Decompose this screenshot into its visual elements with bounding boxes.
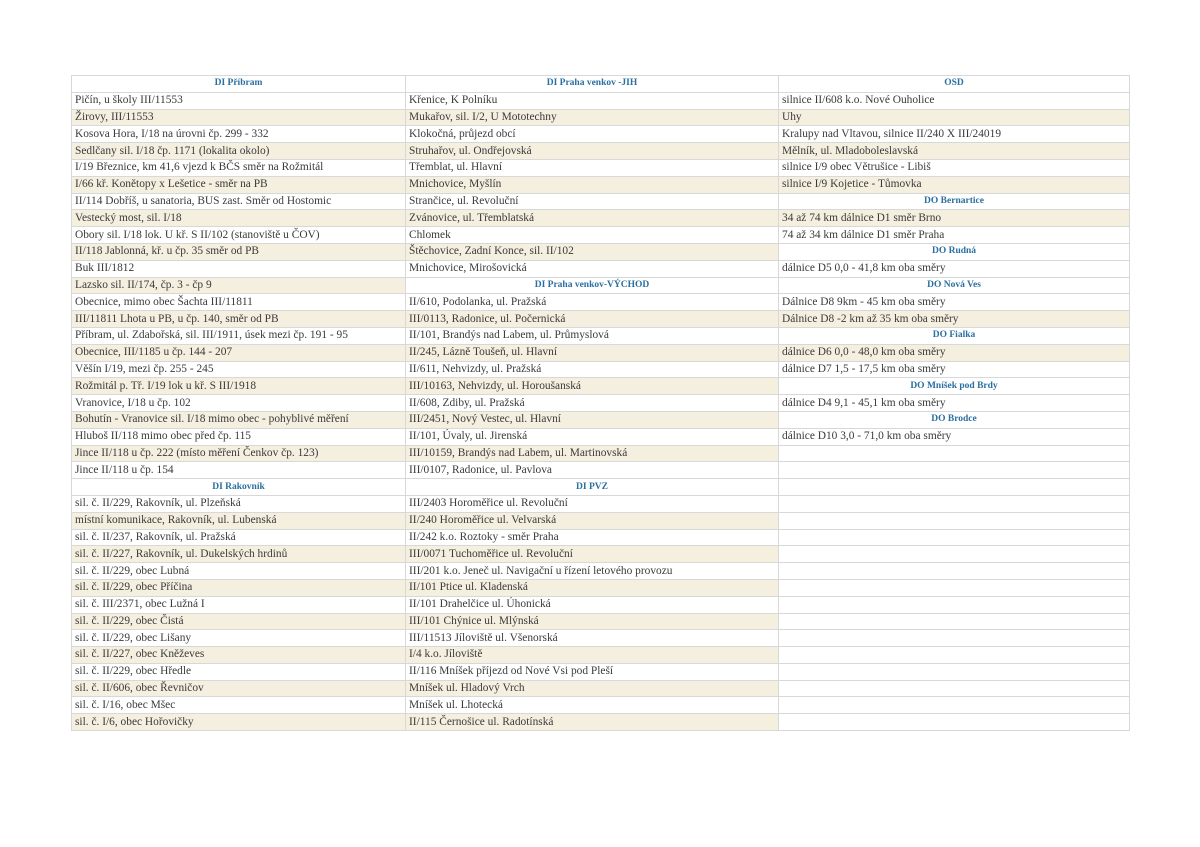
- table-cell: dálnice D6 0,0 - 48,0 km oba směry: [779, 344, 1130, 361]
- table-cell: sil. č. II/229, obec Čistá: [72, 613, 406, 630]
- section-header: OSD: [779, 76, 1130, 93]
- table-cell: sil. č. II/229, obec Hředle: [72, 663, 406, 680]
- table-cell: dálnice D10 3,0 - 71,0 km oba směry: [779, 428, 1130, 445]
- table-cell: III/11513 Jíloviště ul. Všenorská: [406, 630, 779, 647]
- table-cell: II/240 Horoměřice ul. Velvarská: [406, 512, 779, 529]
- table-row: [72, 596, 1130, 613]
- table-cell: III/0071 Tuchoměřice ul. Revoluční: [406, 546, 779, 563]
- table-cell: [779, 596, 1130, 613]
- table-row: [72, 462, 1130, 479]
- table-row: [72, 411, 1130, 428]
- table-row: [72, 663, 1130, 680]
- section-header: DO Bernartice: [779, 193, 1130, 210]
- table-cell: Jince II/118 u čp. 222 (místo měření Čenkov čp. 123): [72, 445, 406, 462]
- table-cell: [779, 647, 1130, 664]
- table-cell: sil. č. II/229, obec Příčina: [72, 579, 406, 596]
- table-cell: II/245, Lázně Toušeň, ul. Hlavní: [406, 344, 779, 361]
- table-cell: Mnichovice, Mirošovická: [406, 260, 779, 277]
- table-cell: III/10159, Brandýs nad Labem, ul. Martinovská: [406, 445, 779, 462]
- table-row: [72, 311, 1130, 328]
- table-cell: Strančice, ul. Revoluční: [406, 193, 779, 210]
- table-cell: Obory sil. I/18 lok. U kř. S II/102 (stanoviště u ČOV): [72, 227, 406, 244]
- table-cell: II/610, Podolanka, ul. Pražská: [406, 294, 779, 311]
- table-row: [72, 176, 1130, 193]
- table-row: [72, 159, 1130, 176]
- table-row: [72, 495, 1130, 512]
- table-cell: III/10163, Nehvizdy, ul. Horoušanská: [406, 378, 779, 395]
- table-cell: Obecnice, mimo obec Šachta III/11811: [72, 294, 406, 311]
- table-row: [72, 445, 1130, 462]
- table-cell: dálnice D5 0,0 - 41,8 km oba směry: [779, 260, 1130, 277]
- table-cell: Mníšek ul. Hladový Vrch: [406, 680, 779, 697]
- table-cell: [779, 479, 1130, 496]
- table-cell: III/11811 Lhota u PB, u čp. 140, směr od PB: [72, 311, 406, 328]
- table-cell: [779, 529, 1130, 546]
- table-row: [72, 143, 1130, 160]
- table-cell: sil. č. II/227, Rakovník, ul. Dukelských hrdinů: [72, 546, 406, 563]
- table-cell: sil. č. II/606, obec Řevničov: [72, 680, 406, 697]
- table-cell: Kosova Hora, I/18 na úrovni čp. 299 - 332: [72, 126, 406, 143]
- table-cell: sil. č. I/16, obec Mšec: [72, 697, 406, 714]
- table-cell: II/101, Brandýs nad Labem, ul. Průmyslová: [406, 327, 779, 344]
- table-row: [72, 563, 1130, 580]
- table-cell: [779, 680, 1130, 697]
- table-cell: Vestecký most, sil. I/18: [72, 210, 406, 227]
- table-row: [72, 210, 1130, 227]
- table-row: [72, 260, 1130, 277]
- table-cell: [779, 579, 1130, 596]
- table-cell: sil. č. II/227, obec Kněževes: [72, 647, 406, 664]
- table-cell: Hluboš II/118 mimo obec před čp. 115: [72, 428, 406, 445]
- table-row: [72, 227, 1130, 244]
- table-cell: III/201 k.o. Jeneč ul. Navigační u řízení letového provozu: [406, 563, 779, 580]
- table-cell: Rožmitál p. Tř. I/19 lok u kř. S III/1918: [72, 378, 406, 395]
- section-header: DI PVZ: [406, 479, 779, 496]
- measurement-locations-table: [71, 75, 1130, 731]
- table-cell: II/114 Dobříš, u sanatoria, BUS zast. Směr od Hostomic: [72, 193, 406, 210]
- table-cell: Bohutín - Vranovice sil. I/18 mimo obec - pohyblivé měření: [72, 411, 406, 428]
- table-cell: 74 až 34 km dálnice D1 směr Praha: [779, 227, 1130, 244]
- table-row: [72, 579, 1130, 596]
- table-cell: Lazsko sil. II/174, čp. 3 - čp 9: [72, 277, 406, 294]
- table-cell: II/101 Ptice ul. Kladenská: [406, 579, 779, 596]
- table-cell: sil. č. II/229, Rakovník, ul. Plzeňská: [72, 495, 406, 512]
- table-row: [72, 479, 1130, 496]
- table-cell: Uhy: [779, 109, 1130, 126]
- table-row: [72, 546, 1130, 563]
- table-cell: [779, 630, 1130, 647]
- table-row: [72, 529, 1130, 546]
- table-cell: [779, 546, 1130, 563]
- table-row: [72, 243, 1130, 260]
- table-row: [72, 697, 1130, 714]
- table-cell: Mnichovice, Myšlín: [406, 176, 779, 193]
- table-cell: [779, 445, 1130, 462]
- table-cell: II/118 Jablonná, kř. u čp. 35 směr od PB: [72, 243, 406, 260]
- section-header: DO Fialka: [779, 327, 1130, 344]
- table-cell: Obecnice, III/1185 u čp. 144 - 207: [72, 344, 406, 361]
- table-cell: Klokočná, průjezd obcí: [406, 126, 779, 143]
- table-cell: Třemblat, ul. Hlavní: [406, 159, 779, 176]
- table-cell: III/0113, Radonice, ul. Počernická: [406, 311, 779, 328]
- section-header: DI Praha venkov-VÝCHOD: [406, 277, 779, 294]
- table-cell: I/4 k.o. Jíloviště: [406, 647, 779, 664]
- table-row: [72, 294, 1130, 311]
- table-cell: sil. č. II/237, Rakovník, ul. Pražská: [72, 529, 406, 546]
- table-cell: místní komunikace, Rakovník, ul. Lubenská: [72, 512, 406, 529]
- table-row: [72, 630, 1130, 647]
- table-cell: Chlomek: [406, 227, 779, 244]
- table-cell: dálnice D7 1,5 - 17,5 km oba směry: [779, 361, 1130, 378]
- table-cell: Příbram, ul. Zdabořská, sil. III/1911, úsek mezi čp. 191 - 95: [72, 327, 406, 344]
- table-cell: I/19 Březnice, km 41,6 vjezd k BČS směr na Rožmitál: [72, 159, 406, 176]
- table-cell: I/66 kř. Konětopy x Lešetice - směr na PB: [72, 176, 406, 193]
- table-cell: Pičín, u školy III/11553: [72, 92, 406, 109]
- table-row: [72, 92, 1130, 109]
- table-cell: Struhařov, ul. Ondřejovská: [406, 143, 779, 160]
- table-cell: III/2451, Nový Vestec, ul. Hlavní: [406, 411, 779, 428]
- table-cell: Křenice, K Polníku: [406, 92, 779, 109]
- table-cell: III/2403 Horoměřice ul. Revoluční: [406, 495, 779, 512]
- table-row: [72, 680, 1130, 697]
- table-cell: [779, 563, 1130, 580]
- table-body: [72, 76, 1130, 731]
- table-row: [72, 613, 1130, 630]
- table-cell: sil. č. III/2371, obec Lužná I: [72, 596, 406, 613]
- table-cell: Vranovice, I/18 u čp. 102: [72, 395, 406, 412]
- table-row: [72, 126, 1130, 143]
- section-header: DI Příbram: [72, 76, 406, 93]
- table-cell: [779, 462, 1130, 479]
- table-cell: Zvánovice, ul. Třemblatská: [406, 210, 779, 227]
- section-header: DI Praha venkov -JIH: [406, 76, 779, 93]
- table-cell: [779, 495, 1130, 512]
- table-row: [72, 428, 1130, 445]
- table-cell: Mělník, ul. Mladoboleslavská: [779, 143, 1130, 160]
- table-row: [72, 193, 1130, 210]
- table-cell: II/101, Úvaly, ul. Jirenská: [406, 428, 779, 445]
- table-cell: [779, 697, 1130, 714]
- table-cell: dálnice D4 9,1 - 45,1 km oba směry: [779, 395, 1130, 412]
- table-cell: Mníšek ul. Lhotecká: [406, 697, 779, 714]
- section-header: DO Nová Ves: [779, 277, 1130, 294]
- table-cell: silnice II/608 k.o. Nové Ouholice: [779, 92, 1130, 109]
- table-cell: sil. č. II/229, obec Lubná: [72, 563, 406, 580]
- table-cell: II/116 Mníšek příjezd od Nové Vsi pod Pleší: [406, 663, 779, 680]
- table-row: [72, 277, 1130, 294]
- table-cell: Štěchovice, Zadní Konce, sil. II/102: [406, 243, 779, 260]
- table-cell: II/608, Zdiby, ul. Pražská: [406, 395, 779, 412]
- table-cell: silnice I/9 Kojetice - Tůmovka: [779, 176, 1130, 193]
- table-row: [72, 647, 1130, 664]
- table-row: [72, 512, 1130, 529]
- table-row: [72, 714, 1130, 731]
- table-cell: Mukařov, sil. I/2, U Mototechny: [406, 109, 779, 126]
- section-header: DO Mníšek pod Brdy: [779, 378, 1130, 395]
- section-header: DO Brodce: [779, 411, 1130, 428]
- table-cell: Sedlčany sil. I/18 čp. 1171 (lokalita okolo): [72, 143, 406, 160]
- section-header: DO Rudná: [779, 243, 1130, 260]
- table-cell: [779, 613, 1130, 630]
- table-cell: 34 až 74 km dálnice D1 směr Brno: [779, 210, 1130, 227]
- table-row: [72, 361, 1130, 378]
- table-cell: II/101 Drahelčice ul. Úhonická: [406, 596, 779, 613]
- table-cell: II/115 Černošice ul. Radotínská: [406, 714, 779, 731]
- table-cell: Dálnice D8 9km - 45 km oba směry: [779, 294, 1130, 311]
- section-header: DI Rakovník: [72, 479, 406, 496]
- table-cell: III/101 Chýnice ul. Mlýnská: [406, 613, 779, 630]
- table-cell: [779, 512, 1130, 529]
- table-cell: [779, 663, 1130, 680]
- table-cell: Dálnice D8 -2 km až 35 km oba směry: [779, 311, 1130, 328]
- table-cell: silnice I/9 obec Větrušice - Libiš: [779, 159, 1130, 176]
- table-cell: II/611, Nehvizdy, ul. Pražská: [406, 361, 779, 378]
- table-cell: Žirovy, III/11553: [72, 109, 406, 126]
- table-cell: sil. č. II/229, obec Lišany: [72, 630, 406, 647]
- table-cell: Kralupy nad Vltavou, silnice II/240 X III/24019: [779, 126, 1130, 143]
- table-cell: sil. č. I/6, obec Hořovičky: [72, 714, 406, 731]
- table-row: [72, 395, 1130, 412]
- table-cell: II/242 k.o. Roztoky - směr Praha: [406, 529, 779, 546]
- table-row: [72, 344, 1130, 361]
- table-cell: Jince II/118 u čp. 154: [72, 462, 406, 479]
- table-row: [72, 378, 1130, 395]
- table-cell: Věšín I/19, mezi čp. 255 - 245: [72, 361, 406, 378]
- table-row: [72, 327, 1130, 344]
- table-cell: III/0107, Radonice, ul. Pavlova: [406, 462, 779, 479]
- table-cell: [779, 714, 1130, 731]
- table-cell: Buk III/1812: [72, 260, 406, 277]
- table-row: [72, 109, 1130, 126]
- table-row: [72, 76, 1130, 93]
